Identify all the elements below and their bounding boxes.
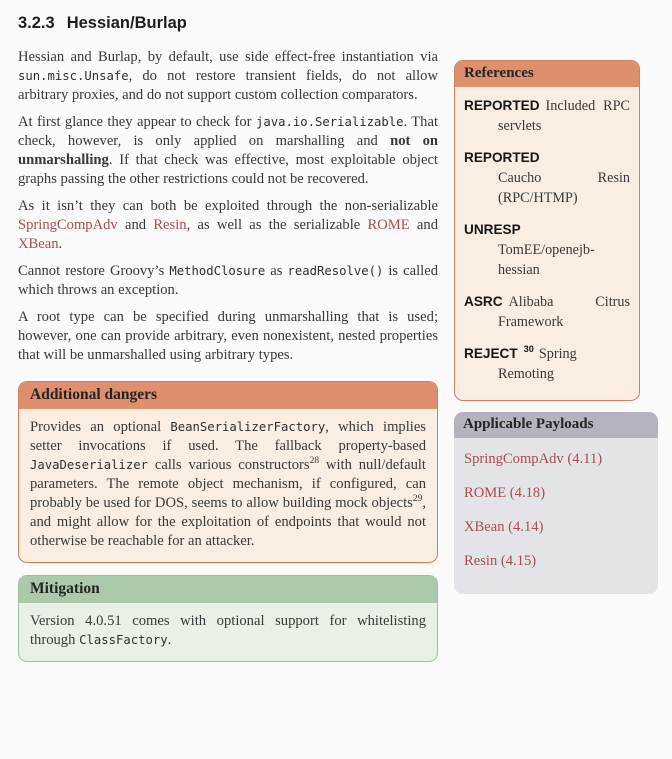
mitigation-title: Mitigation — [19, 576, 437, 603]
body-paragraph — [18, 197, 438, 254]
references-title: References — [455, 61, 639, 87]
text-segment: and — [409, 217, 438, 233]
reference-status-label: REPORTED — [464, 98, 540, 113]
inline-code: MethodClosure — [169, 264, 266, 278]
footnote-marker: 30 — [523, 344, 534, 355]
section-heading — [18, 14, 438, 33]
inline-code: JavaDeserializer — [30, 458, 149, 472]
text-segment: . — [167, 632, 172, 648]
additional-dangers-box — [18, 381, 438, 563]
text-segment: Cannot restore Groovy’s — [18, 263, 170, 279]
footnote-marker: 28 — [309, 456, 320, 467]
reference-entry — [464, 344, 630, 384]
text-segment: and — [117, 217, 154, 233]
inline-code: BeanSerializerFactory — [170, 420, 326, 434]
mitigation-text — [19, 603, 437, 661]
inline-code: java.io.Serializable — [255, 115, 404, 129]
additional-dangers-text — [19, 409, 437, 562]
text-segment: . That check, however, is only applied on marshalling and — [18, 114, 438, 149]
references-box — [454, 60, 640, 401]
text-segment: Provides an optional — [30, 419, 171, 435]
main-column — [18, 10, 438, 662]
text-segment: as — [265, 263, 288, 279]
text-segment: . — [58, 236, 63, 252]
text-segment: with null/default parameters. The remote object mechanism, if configured, can probably be used for DOS, seems to allow building mock objects — [30, 457, 426, 511]
payloads-list — [454, 438, 658, 594]
payload-link[interactable]: SpringCompAdv (4.11) — [464, 451, 603, 467]
reference-status-label: REPORTED — [464, 150, 540, 165]
section-title: Hessian/Burlap — [66, 14, 187, 32]
reference-text: Alibaba Citrus Framework — [498, 294, 630, 330]
reference-entry — [464, 292, 630, 332]
text-segment: A root type can be specified during unmarshalling that is used; however, one can provide arbitrary, even nonexistent, nested properties that will be unmarshalled using arbitrary types. — [18, 309, 438, 363]
reference-text: Caucho Resin (RPC/HTMP) — [498, 170, 630, 206]
text-segment: , do not restore transient fields, do not allow arbitrary proxies, and do not support custom collection comparators. — [18, 68, 438, 103]
references-list — [455, 87, 639, 400]
gadget-link[interactable]: XBean — [18, 236, 59, 252]
payload-link[interactable]: XBean (4.14) — [464, 519, 544, 535]
applicable-payloads-title: Applicable Payloads — [454, 412, 658, 438]
text-segment: . If that check was effective, most exploitable object graphs passing the other restrictions could not be recovered. — [18, 152, 438, 187]
text-segment: At first glance they appear to check for — [18, 114, 256, 130]
body-paragraph — [18, 113, 438, 189]
additional-dangers-title: Additional dangers — [19, 382, 437, 409]
gadget-link[interactable]: Resin — [153, 217, 187, 233]
reference-status-label: UNRESP — [464, 222, 521, 237]
text-segment: is called which throws an exception. — [18, 263, 438, 298]
text-segment: Version 4.0.51 comes with optional support for whitelisting through — [30, 613, 426, 648]
text-segment: As it isn’t they can both be exploited through the non-serializable — [18, 198, 438, 214]
inline-code: sun.misc.Unsafe — [18, 69, 129, 83]
payload-link[interactable]: ROME (4.18) — [464, 485, 546, 501]
payload-link[interactable]: Resin (4.15) — [464, 553, 537, 569]
mitigation-box — [18, 575, 438, 662]
inline-code: ClassFactory — [79, 633, 168, 647]
inline-code: readResolve() — [287, 264, 384, 278]
article-body — [18, 48, 438, 365]
reference-entry — [464, 220, 630, 280]
gadget-link[interactable]: ROME — [367, 217, 410, 233]
gadget-link[interactable]: SpringCompAdv — [18, 217, 118, 233]
reference-text: Included RPC servlets — [498, 98, 630, 134]
reference-entry — [464, 148, 630, 208]
reference-text: TomEE/openejb-hessian — [498, 242, 595, 278]
body-paragraph — [18, 48, 438, 105]
body-paragraph — [18, 262, 438, 300]
text-segment: not on unmarshalling — [18, 133, 438, 168]
reference-status-label: ASRC — [464, 294, 503, 309]
reference-entry — [464, 96, 630, 136]
sidebar-column — [454, 60, 658, 662]
text-segment: , which implies setter invocations if used. The fallback property-based — [30, 419, 426, 454]
text-segment: Hessian and Burlap, by default, use side effect-free instantiation via — [18, 49, 438, 65]
text-segment: , and might allow for the exploitation of endpoints that would not otherwise be reachable for an attacker. — [30, 495, 426, 549]
footnote-marker: 29 — [412, 494, 423, 505]
section-number: 3.2.3 — [18, 14, 55, 32]
applicable-payloads-box — [454, 412, 658, 594]
text-segment: , as well as the serializable — [186, 217, 368, 233]
reference-text: Spring Remoting — [498, 346, 577, 382]
text-segment: calls various constructors — [148, 457, 310, 473]
reference-status-label: REJECT — [464, 346, 518, 361]
body-paragraph — [18, 308, 438, 365]
